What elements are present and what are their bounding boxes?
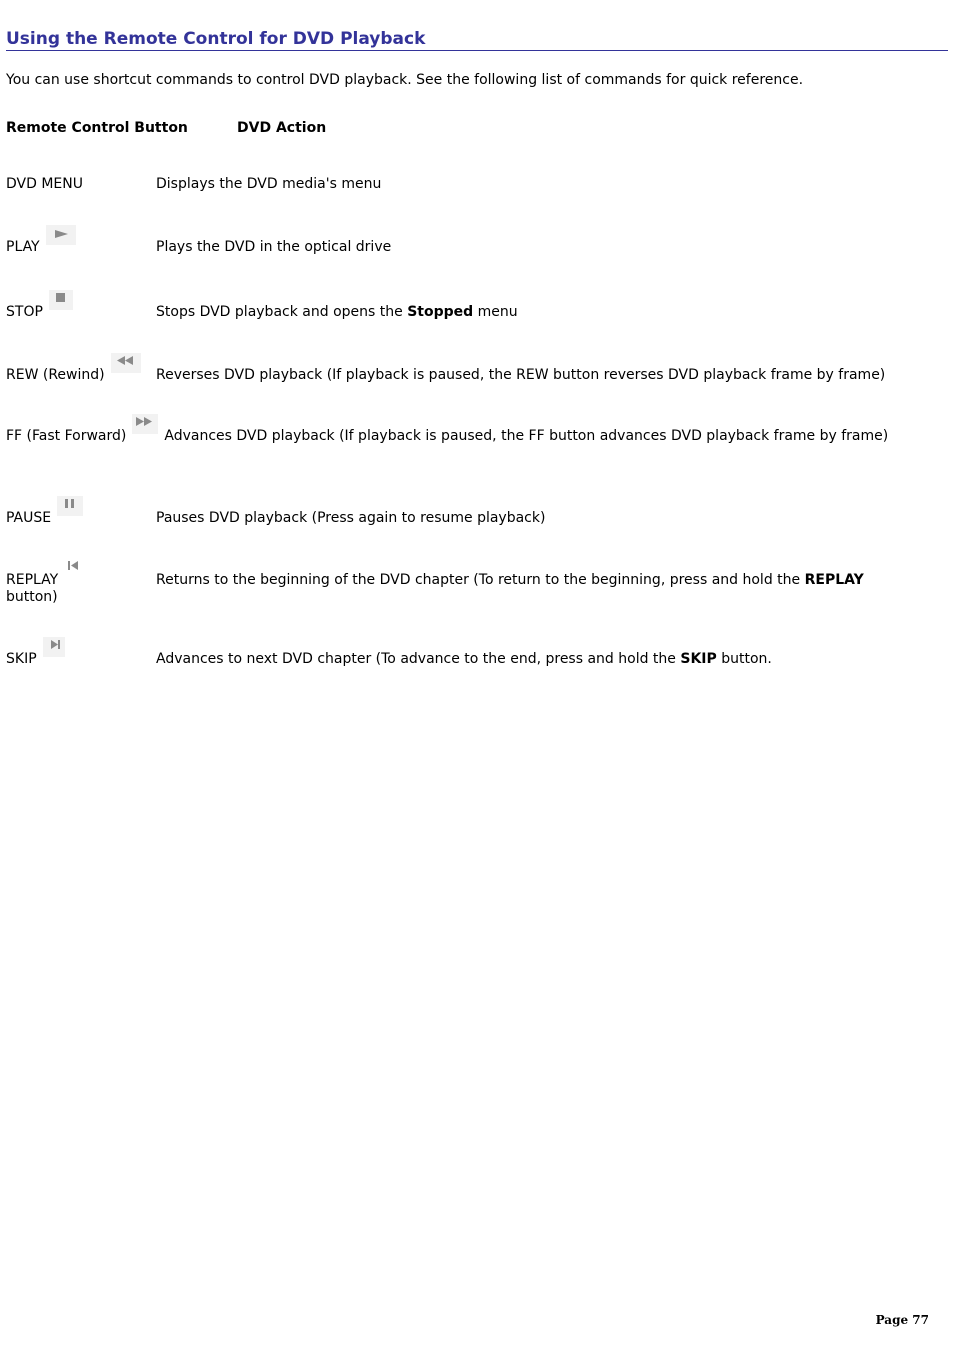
button-label: STOP (6, 304, 43, 320)
button-label: FF (Fast Forward) (6, 428, 127, 444)
pause-icon (57, 496, 83, 516)
intro-paragraph: You can use shortcut commands to control DVD playback. See the following list of commands for quick reference. (6, 72, 804, 88)
button-label: PAUSE (6, 510, 52, 526)
rewind-icon (111, 353, 141, 373)
action-text: Pauses DVD playback (Press again to resume playback) (156, 510, 546, 526)
page-title: Using the Remote Control for DVD Playback (6, 29, 948, 51)
column-header-button: Remote Control Button (6, 120, 188, 136)
button-label-continued: button) (6, 589, 58, 605)
action-text: Advances DVD playback (If playback is paused, the FF button advances DVD playback frame by frame) (164, 428, 889, 444)
button-label: REPLAY (6, 572, 59, 588)
table-row-fast-forward (6, 428, 942, 445)
replay-icon (64, 558, 86, 578)
play-icon (46, 225, 76, 245)
stop-icon (49, 290, 73, 310)
button-label: REW (Rewind) (6, 367, 105, 383)
fast-forward-icon (132, 414, 158, 434)
action-text: Returns to the beginning of the DVD chapter (To return to the beginning, press and hold the REPLAY (156, 572, 864, 588)
page-number: Page 77 (875, 1313, 929, 1327)
action-text: Advances to next DVD chapter (To advance to the end, press and hold the SKIP button. (156, 651, 772, 667)
button-label: SKIP (6, 651, 37, 667)
action-text: Stops DVD playback and opens the Stopped menu (156, 304, 518, 320)
button-label: DVD MENU (6, 176, 83, 192)
action-text: Displays the DVD media's menu (156, 176, 382, 192)
action-text: Plays the DVD in the optical drive (156, 239, 392, 255)
column-header-action: DVD Action (237, 120, 327, 136)
table-row-replay (6, 572, 942, 612)
skip-icon (43, 637, 65, 657)
button-label: PLAY (6, 239, 40, 255)
action-text: Reverses DVD playback (If playback is paused, the REW button reverses DVD playback frame by frame) (156, 367, 886, 383)
